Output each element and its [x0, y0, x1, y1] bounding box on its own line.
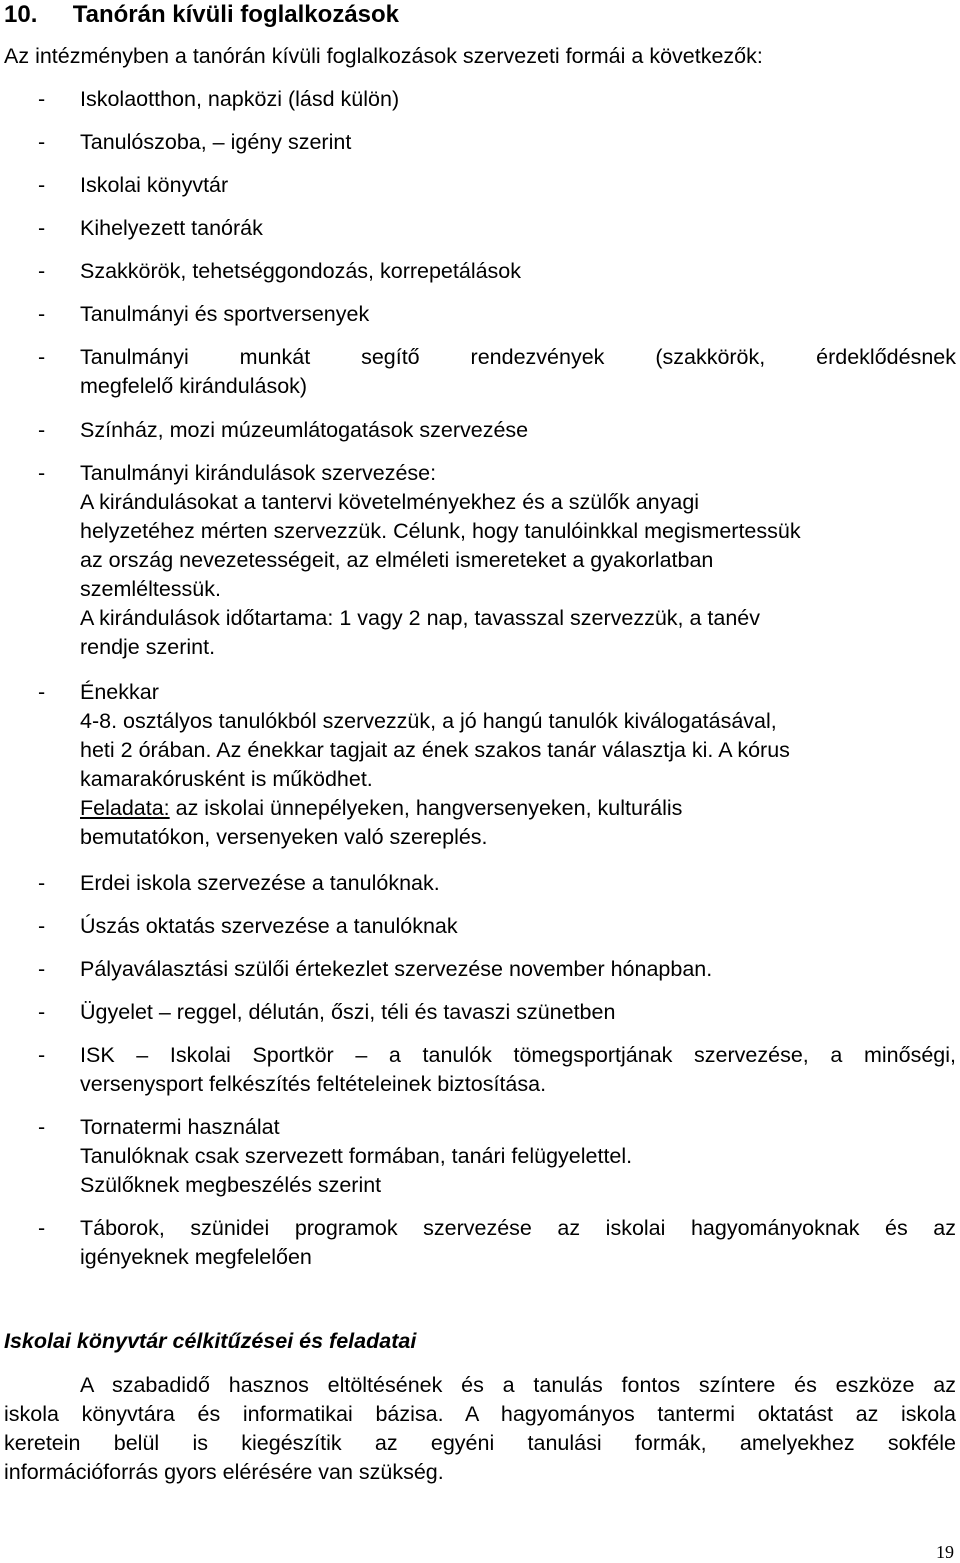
page-number: 19 — [936, 1542, 954, 1562]
section-title — [4, 0, 399, 30]
list-dash: - — [38, 1000, 46, 1024]
paragraph-line: iskola könyvtára és informatikai bázisa. A hagyományos tantermi oktatást az iskola — [4, 1402, 956, 1426]
list-item-text: versenysport felkészítés feltételeinek biztosítása. — [80, 1072, 547, 1096]
list-dash: - — [38, 1043, 46, 1067]
list-item-text: Tornatermi használat — [80, 1115, 280, 1139]
list-dash: - — [38, 418, 46, 442]
list-item-text: Iskolaotthon, napközi (lásd külön) — [80, 87, 400, 111]
list-item-text: Iskolai könyvtár — [80, 173, 229, 197]
list-item-text: kamarakórusként is működhet. — [80, 767, 373, 791]
list-item-text: A kirándulásokat a tantervi követelményekhez és a szülők anyagi — [80, 490, 700, 514]
list-item-text: Tanulmányi kirándulások szervezése: — [80, 461, 437, 485]
list-dash: - — [38, 345, 46, 369]
list-item-text: Szülőknek megbeszélés szerint — [80, 1173, 382, 1197]
list-item-text: Színház, mozi múzeumlátogatások szervezése — [80, 418, 529, 442]
list-item-text: 4-8. osztályos tanulókból szervezzük, a jó hangú tanulók kiválogatásával, — [80, 709, 777, 733]
library-paragraph — [4, 1371, 956, 1487]
list-dash: - — [38, 259, 46, 283]
list-item-text: Úszás oktatás szervezése a tanulóknak — [80, 914, 458, 938]
list-item-text: A kirándulások időtartama: 1 vagy 2 nap, tavasszal szervezzük, a tanév — [80, 606, 761, 630]
list-item-text: Ügyelet – reggel, délután, őszi, téli és tavaszi szünetben — [80, 1000, 616, 1024]
list-dash: - — [38, 302, 46, 326]
list-dash: - — [38, 87, 46, 111]
list-item-text: Kihelyezett tanórák — [80, 216, 263, 240]
task-line — [80, 794, 956, 823]
list-item-text: ISK – Iskolai Sportkör – a tanulók tömegsportjának szervezése, a minőségi, — [80, 1043, 956, 1067]
list-item-text: megfelelő kirándulások) — [80, 374, 308, 398]
paragraph-line: A szabadidő hasznos eltöltésének és a tanulás fontos színtere és eszköze az — [80, 1373, 956, 1397]
section-heading-text: Tanórán kívüli foglalkozások — [72, 1, 400, 28]
list-item-text: helyzetéhez mérten szervezzük. Célunk, hogy tanulóinkkal megismertessük — [80, 519, 801, 543]
list-dash: - — [38, 680, 46, 704]
list-dash: - — [38, 461, 46, 485]
list-item-text: Tanulmányi és sportversenyek — [80, 302, 370, 326]
list-dash: - — [38, 173, 46, 197]
list-item-text: Tanulóknak csak szervezett formában, tanári felügyelettel. — [80, 1144, 633, 1168]
list-item-text: szemléltessük. — [80, 577, 221, 601]
list-item-text: bemutatókon, versenyeken való szereplés. — [80, 825, 488, 849]
list-item-text: Pályaválasztási szülői értekezlet szervezése november hónapban. — [80, 957, 713, 981]
list-item-text: rendje szerint. — [80, 635, 216, 659]
list-dash: - — [38, 957, 46, 981]
list-dash: - — [38, 914, 46, 938]
intro-text: Az intézményben a tanórán kívüli foglalkozások szervezeti formái a következők: — [4, 44, 763, 68]
list-item-text: Tanulmányi munkát segítő rendezvények (szakkörök, érdeklődésnek — [80, 345, 956, 369]
library-heading: Iskolai könyvtár célkitűzései és feladatai — [4, 1329, 417, 1353]
task-text: az iskolai ünnepélyeken, hangversenyeken, kulturális — [169, 796, 683, 820]
list-dash: - — [38, 130, 46, 154]
list-item-text: Szakkörök, tehetséggondozás, korrepetálások — [80, 259, 522, 283]
list-dash: - — [38, 1216, 46, 1240]
list-item-text: az ország nevezetességeit, az elméleti ismereteket a gyakorlatban — [80, 548, 714, 572]
list-item-text: igényeknek megfelelően — [80, 1245, 312, 1269]
list-item-text: Táborok, szünidei programok szervezése az iskolai hagyományoknak és az — [80, 1216, 956, 1240]
section-number: 10. — [4, 1, 38, 28]
list-item-text: Énekkar — [80, 680, 159, 704]
list-item-text: heti 2 órában. Az énekkar tagjait az ének szakos tanár választja ki. A kórus — [80, 738, 790, 762]
list-dash: - — [38, 216, 46, 240]
paragraph-line: keretein belül is kiegészítik az egyéni tanulási formák, amelyekhez sokféle — [4, 1431, 956, 1455]
list-item-text: Erdei iskola szervezése a tanulóknak. — [80, 871, 440, 895]
paragraph-line: információforrás gyors elérésére van szükség. — [4, 1460, 444, 1484]
list-dash: - — [38, 871, 46, 895]
list-item-text: Tanulószoba, – igény szerint — [80, 130, 352, 154]
list-dash: - — [38, 1115, 46, 1139]
task-label: Feladata: — [80, 796, 170, 820]
